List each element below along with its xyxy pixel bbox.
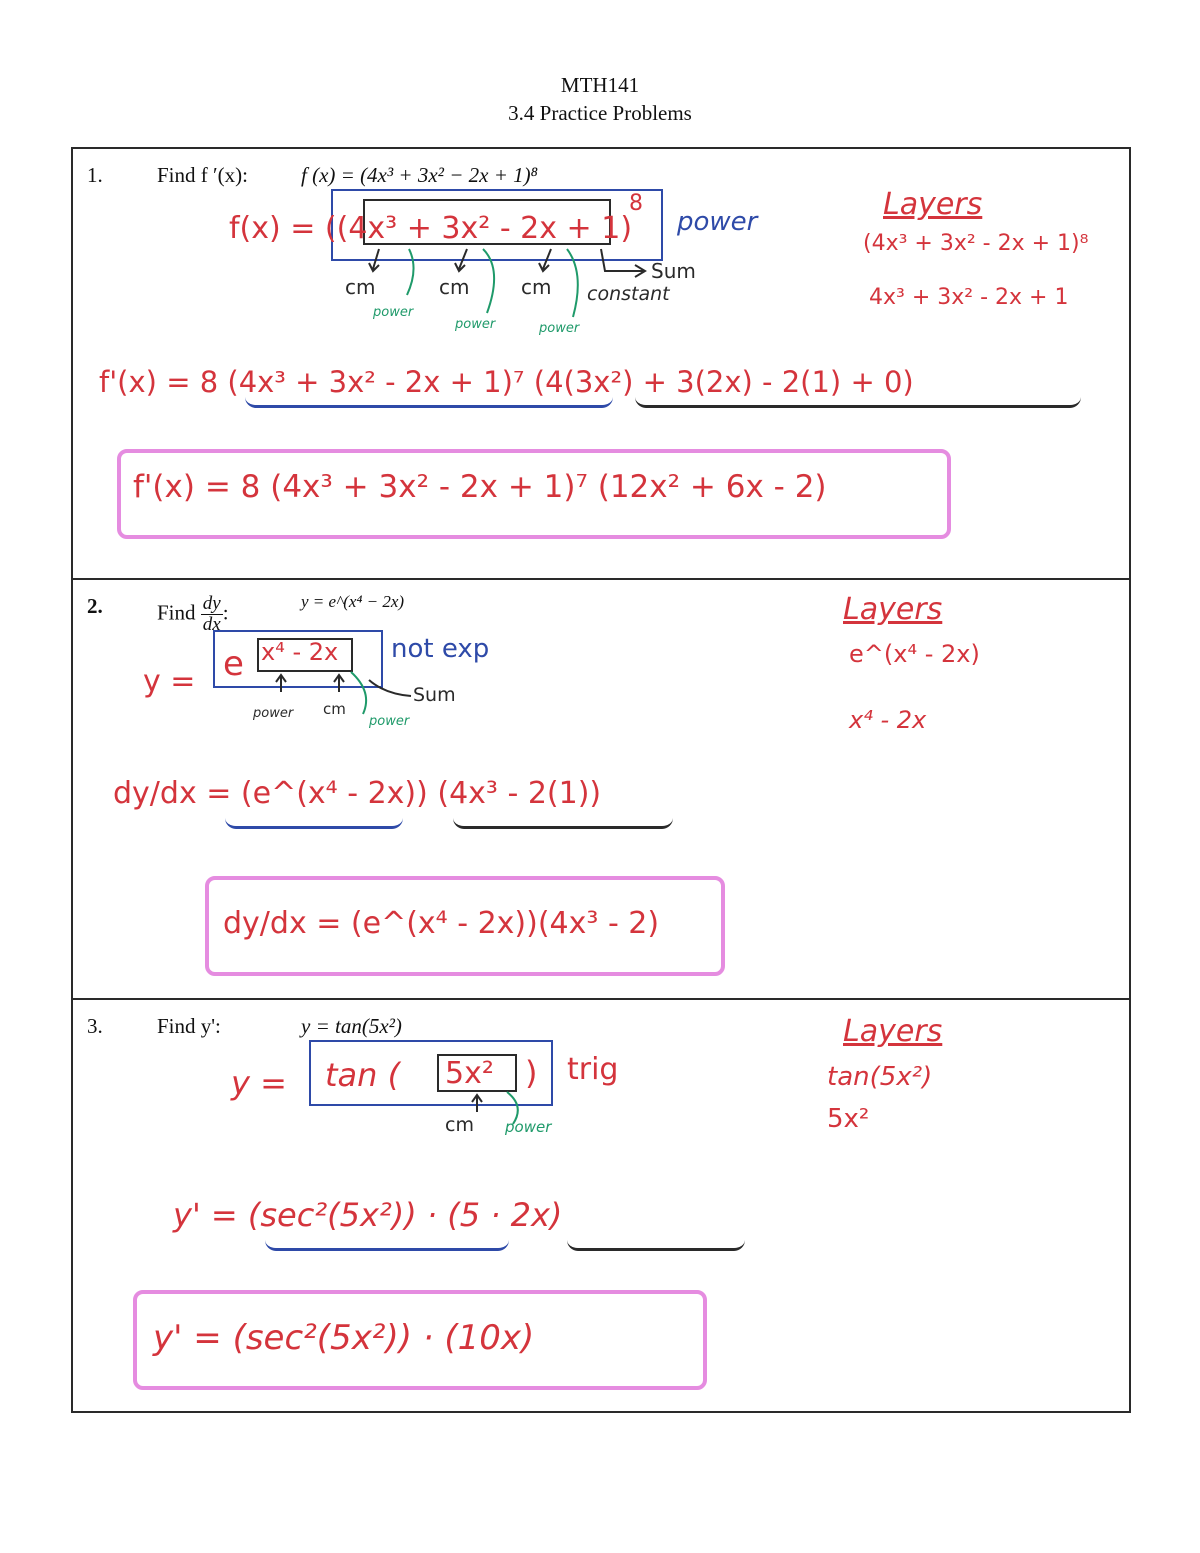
- problem-sheet: [71, 147, 1131, 1413]
- problem-prompt: Find y':: [157, 1014, 221, 1038]
- final-answer: f'(x) = 8 (4x³ + 3x² - 2x + 1)⁷ (12x² + 6x - 2): [133, 469, 827, 505]
- layers-heading: Layers: [843, 1014, 943, 1049]
- setup-base: e: [223, 644, 244, 684]
- outer-layer-label: not exp: [391, 634, 490, 664]
- setup-expression: f(x) = ((4x³ + 3x² - 2x + 1): [229, 211, 633, 246]
- term-label: cm: [521, 275, 552, 299]
- worksheet-title: 3.4 Practice Problems: [508, 101, 692, 125]
- problem-function: f (x) = (4x³ + 3x² − 2x + 1)⁸: [301, 163, 538, 187]
- inner-label: power: [455, 317, 496, 332]
- layer-item: e^(x⁴ - 2x): [849, 640, 980, 668]
- problem-3-box: [71, 998, 1131, 1413]
- term-label: cm: [323, 700, 346, 718]
- inner-label: power: [373, 305, 414, 320]
- layers-heading: Layers: [843, 592, 943, 627]
- outer-derivative-underline: [245, 397, 613, 408]
- problem-number: 1.: [87, 163, 103, 187]
- derivative-step: y' = (sec²(5x²)) · (5 · 2x): [173, 1196, 563, 1234]
- problem-1-box: [71, 147, 1131, 580]
- outer-layer-label: trig: [567, 1052, 619, 1087]
- derivative-step: dy/dx = (e^(x⁴ - 2x)) (4x³ - 2(1)): [113, 776, 602, 811]
- setup-lhs: y =: [143, 664, 196, 699]
- layer-item: 4x³ + 3x² - 2x + 1: [869, 285, 1069, 310]
- outer-derivative-underline: [265, 1240, 509, 1251]
- prompt-word: Find: [157, 600, 196, 625]
- sum-label: Sum: [413, 684, 456, 706]
- setup-exponent: 8: [629, 191, 643, 216]
- problem-number: 2.: [87, 594, 103, 618]
- setup-inner: 5x²: [445, 1056, 494, 1091]
- layer-item: x⁴ - 2x: [849, 706, 927, 734]
- problem-number: 3.: [87, 1014, 103, 1038]
- problem-prompt: Find f ′(x):: [157, 163, 248, 187]
- term-label: constant: [587, 283, 670, 305]
- setup-function: tan (: [325, 1056, 401, 1094]
- inner-derivative-underline: [567, 1240, 745, 1251]
- setup-lhs: y =: [231, 1064, 287, 1102]
- layer-item: tan(5x²): [827, 1062, 933, 1092]
- final-answer: dy/dx = (e^(x⁴ - 2x))(4x³ - 2): [223, 906, 660, 941]
- term-label: cm: [345, 275, 376, 299]
- layers-heading: Layers: [883, 187, 983, 222]
- fraction-numerator: dy: [202, 593, 221, 614]
- sum-label: Sum: [651, 259, 696, 283]
- inner-label: power: [539, 321, 580, 336]
- problem-2-box: [71, 578, 1131, 1000]
- inner-label: power: [505, 1118, 552, 1136]
- problem-prompt: Find $\frac{dy}{dx}$ :: [157, 593, 229, 635]
- derivative-step: f'(x) = 8 (4x³ + 3x² - 2x + 1)⁷ (4(3x²) + 3(2x) - 2(1) + 0): [99, 365, 914, 399]
- setup-exponent: x⁴ - 2x: [261, 638, 339, 666]
- problem-function: y = tan(5x²): [301, 1014, 402, 1038]
- setup-close: ): [525, 1054, 538, 1092]
- inner-derivative-underline: [635, 397, 1081, 408]
- outer-layer-label: power: [677, 207, 758, 237]
- fraction-denominator: dx: [202, 614, 221, 635]
- layer-item: (4x³ + 3x² - 2x + 1)⁸: [863, 231, 1089, 256]
- term-label: power: [253, 706, 294, 721]
- inner-derivative-underline: [453, 818, 673, 829]
- layer-item: 5x²: [827, 1104, 870, 1134]
- course-code: MTH141: [560, 73, 640, 97]
- outer-derivative-underline: [225, 818, 403, 829]
- problem-function: y = e^(x⁴ − 2x): [301, 592, 405, 611]
- final-answer: y' = (sec²(5x²)) · (10x): [153, 1318, 535, 1358]
- term-label: cm: [439, 275, 470, 299]
- inner-label: power: [369, 714, 410, 729]
- term-label: cm: [445, 1114, 474, 1136]
